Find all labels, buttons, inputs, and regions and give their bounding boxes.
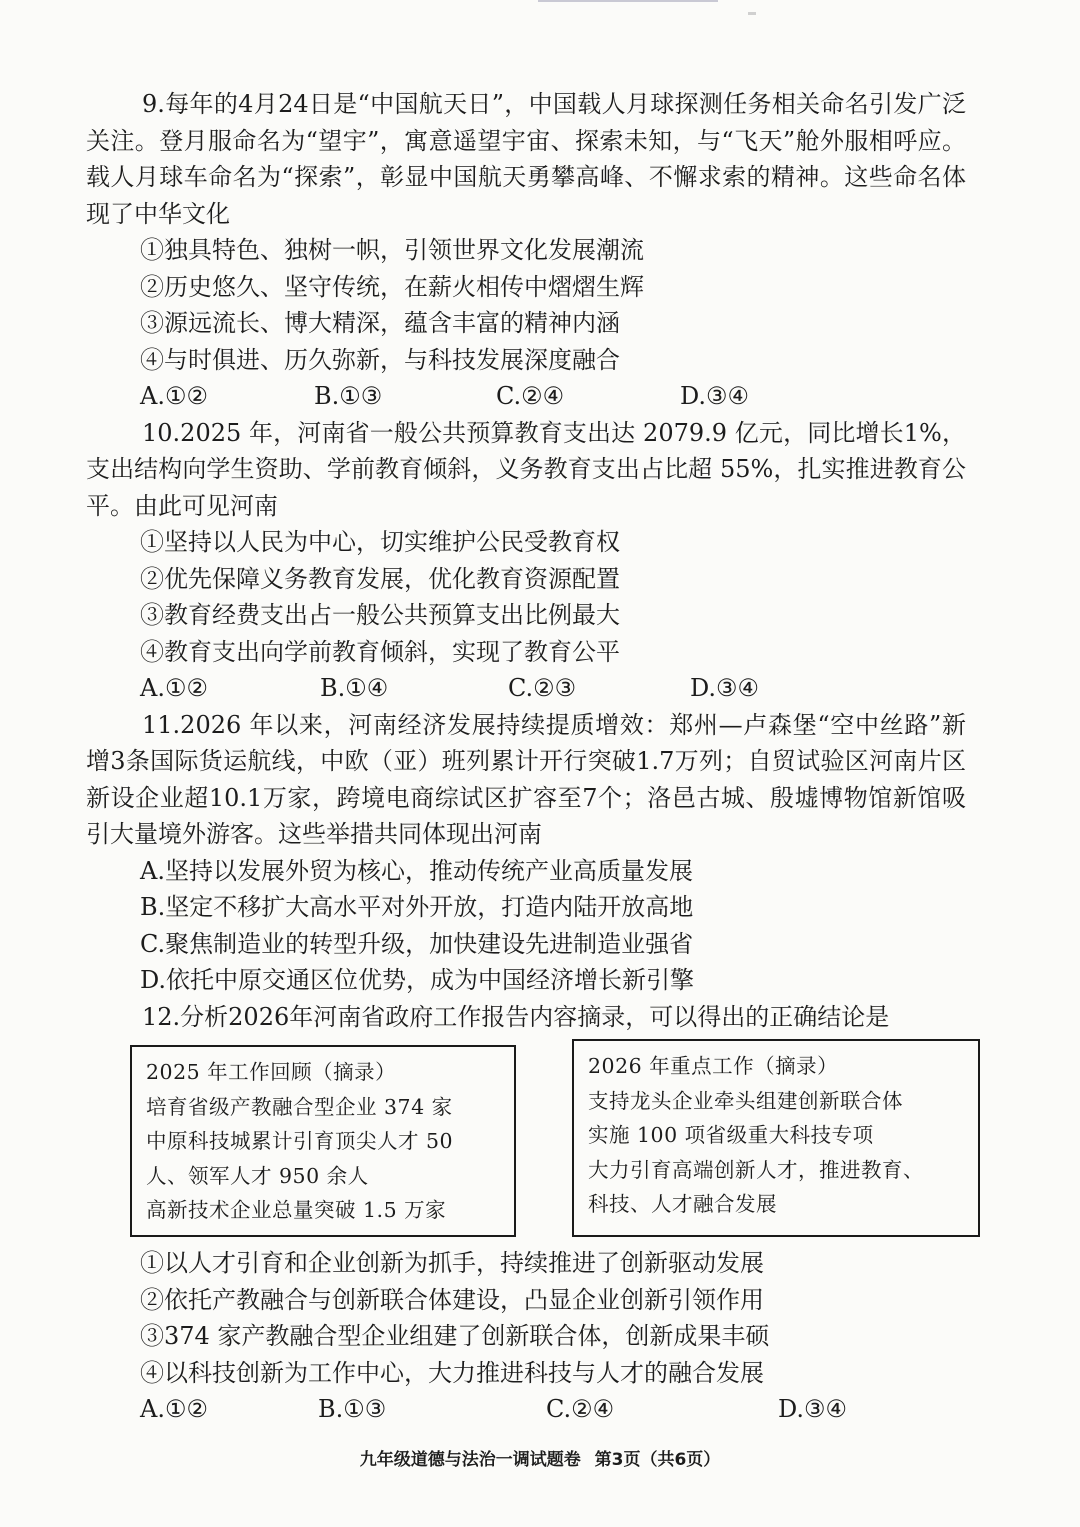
q11-option-c: C.聚焦制造业的转型升级，加快建设先进制造业强省 [140, 929, 694, 958]
q12-choice-b: B.①③ [318, 1395, 387, 1423]
review-box-line: 培育省级产教融合型企业 374 家 [146, 1094, 453, 1119]
plan-box-line: 实施 100 项省级重大科技专项 [588, 1123, 874, 1147]
scan-edge-line [538, 0, 718, 2]
exam-page [86, 86, 966, 1428]
plan-box-line: 支持龙头企业牵头组建创新联合体 [588, 1088, 903, 1113]
q11-option-d: D.依托中原交通区位优势，成为中国经济增长新引擎 [140, 966, 695, 994]
q12-choice-c: C.②④ [546, 1395, 615, 1423]
q12-option-2: ②依托产教融合与创新联合体建设，凸显企业创新引领作用 [140, 1285, 764, 1314]
scan-mark [748, 12, 756, 15]
q10-option-3: ③教育经费支出占一般公共预算支出比例最大 [140, 601, 620, 629]
q10-choice-c: C.②③ [508, 674, 577, 702]
q9-choice-a: A.①② [140, 382, 208, 410]
question-10 [86, 415, 966, 707]
q9-option-2: ②历史悠久、坚守传统，在薪火相传中熠熠生辉 [140, 272, 644, 301]
q12-excerpt-boxes [86, 1045, 966, 1245]
question-9 [86, 86, 966, 415]
q12-choice-d: D.③④ [778, 1395, 848, 1423]
review-box-title: 2025 年工作回顾（摘录） [146, 1060, 397, 1084]
q9-stem: 9.每年的4月24日是“中国航天日”，中国载人月球探测任务相关命名引发广泛关注。登月服命名为“望宇”，寓意遥望宇宙、探索未知，与“飞天”舱外服相呼应。载人月球车命名为“探索”，彰显中国航天勇攀高峰、不懈求索的精神。这些命名体现了中华文化 [86, 90, 966, 228]
q9-option-4: ④与时俱进、历久弥新，与科技发展深度融合 [140, 345, 620, 374]
q12-choice-a: A.①② [140, 1395, 208, 1423]
q9-choices [86, 378, 966, 415]
q11-option-b: B.坚定不移扩大高水平对外开放，打造内陆开放高地 [140, 893, 694, 921]
q11-option-a: A.坚持以发展外贸为核心，推动传统产业高质量发展 [140, 856, 693, 885]
page-number: 第3页（共6页） [594, 1450, 721, 1470]
q10-stem: 10.2025 年，河南省一般公共预算教育支出达 2079.9 亿元，同比增长1%，支出结构向学生资助、学前教育倾斜，义务教育支出占比超 55%，扎实推进教育公平。由此可见河南 [86, 418, 966, 520]
q9-option-1: ①独具特色、独树一帜，引领世界文化发展潮流 [140, 236, 644, 264]
q10-choices [86, 670, 966, 707]
plan-box-line: 大力引育高端创新人才，推进教育、 [588, 1157, 924, 1182]
q10-choice-d: D.③④ [690, 674, 760, 702]
review-2025-box [130, 1045, 516, 1237]
plan-box-title: 2026 年重点工作（摘录） [588, 1054, 839, 1078]
q11-stem: 11.2026 年以来，河南经济发展持续提质增效：郑州—卢森堡“空中丝路”新增3条国际货运航线，中欧（亚）班列累计开行突破1.7万列；自贸试验区河南片区新设企业超10.1万家，跨境电商综试区扩容至7个；洛邑古城、殷墟博物馆新馆吸引大量境外游客。这些举措共同体现出河南 [86, 710, 966, 848]
q10-choice-a: A.①② [140, 674, 208, 702]
page-footer [0, 1445, 1080, 1470]
review-box-line: 人、领军人才 950 余人 [146, 1163, 369, 1188]
plan-box-line: 科技、人才融合发展 [588, 1192, 777, 1216]
q12-stem: 12.分析2026年河南省政府工作报告内容摘录，可以得出的正确结论是 [142, 1002, 890, 1031]
review-box-line: 中原科技城累计引育顶尖人才 50 [146, 1129, 454, 1153]
q10-choice-b: B.①④ [320, 674, 389, 702]
q10-option-1: ①坚持以人民为中心，切实维护公民受教育权 [140, 528, 620, 556]
q10-option-2: ②优先保障义务教育发展，优化教育资源配置 [140, 564, 620, 593]
q12-choices [86, 1391, 966, 1428]
plan-2026-box [572, 1039, 980, 1237]
q9-choice-c: C.②④ [496, 382, 565, 410]
exam-title: 九年级道德与法治一调试题卷 [359, 1450, 581, 1470]
q12-option-4: ④以科技创新为工作中心，大力推进科技与人才的融合发展 [140, 1358, 764, 1387]
q12-option-3: ③374 家产教融合型企业组建了创新联合体，创新成果丰硕 [140, 1322, 770, 1350]
q10-option-4: ④教育支出向学前教育倾斜，实现了教育公平 [140, 637, 620, 666]
q9-choice-d: D.③④ [680, 382, 750, 410]
q9-option-3: ③源远流长、博大精深，蕴含丰富的精神内涵 [140, 309, 620, 337]
question-11 [86, 707, 966, 999]
review-box-line: 高新技术企业总量突破 1.5 万家 [146, 1198, 447, 1222]
q9-choice-b: B.①③ [314, 382, 383, 410]
question-12 [86, 999, 966, 1428]
q12-option-1: ①以人才引育和企业创新为抓手，持续推进了创新驱动发展 [140, 1249, 764, 1277]
